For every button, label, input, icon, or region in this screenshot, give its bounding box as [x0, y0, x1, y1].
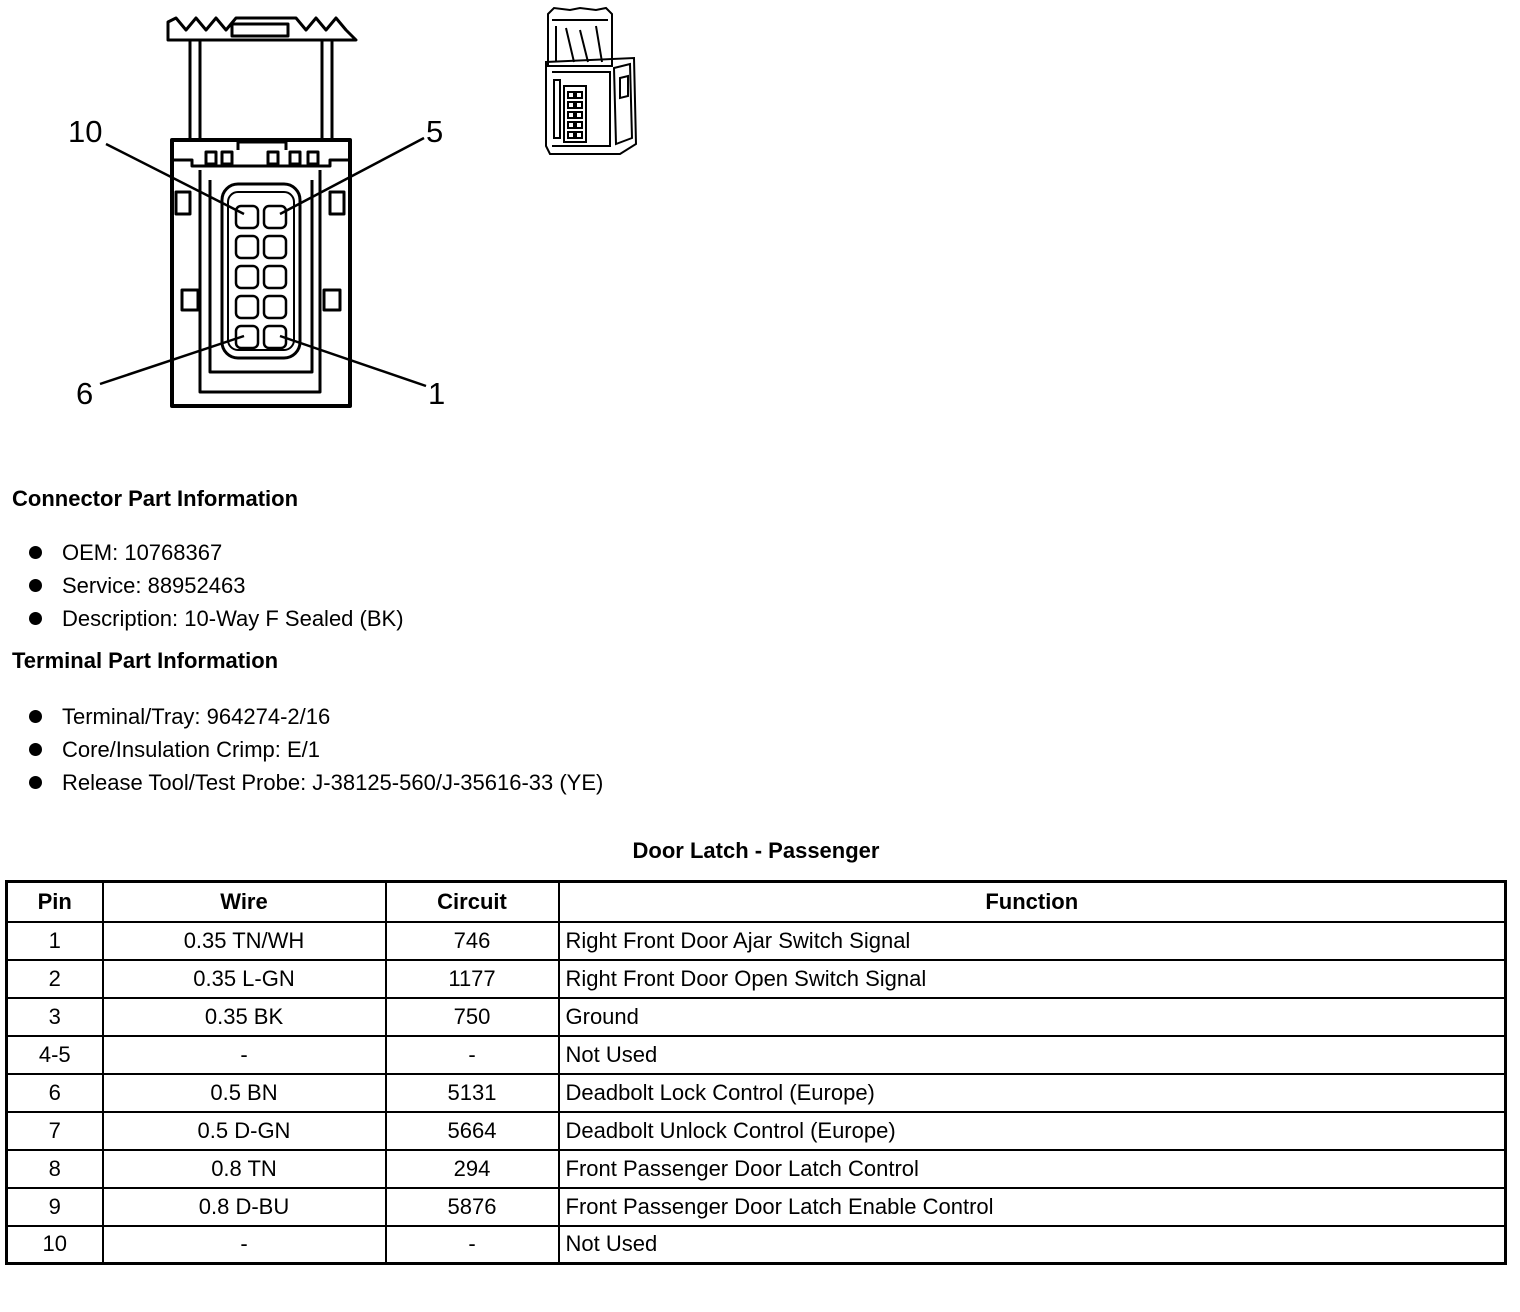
- cell-circuit: 5131: [386, 1074, 559, 1112]
- cell-pin: 4-5: [7, 1036, 103, 1074]
- column-header-wire: Wire: [103, 882, 386, 922]
- cell-pin: 3: [7, 998, 103, 1036]
- pin-table: [5, 880, 1507, 1265]
- bullet-icon: [29, 579, 42, 592]
- list-item: Description: 10-Way F Sealed (BK): [28, 602, 404, 635]
- bullet-icon: [29, 743, 42, 756]
- pin-label-5: 5: [426, 114, 444, 149]
- list-item: Release Tool/Test Probe: J-38125-560/J-35616-33 (YE): [28, 766, 603, 799]
- cell-circuit: 294: [386, 1150, 559, 1188]
- cell-circuit: 5876: [386, 1188, 559, 1226]
- cell-wire: 0.8 TN: [103, 1150, 386, 1188]
- bullet-icon: [29, 776, 42, 789]
- cell-function: Deadbolt Lock Control (Europe): [559, 1074, 1506, 1112]
- bullet-icon: [29, 546, 42, 559]
- table-row: [7, 1036, 1506, 1074]
- list-item: Service: 88952463: [28, 569, 404, 602]
- cell-pin: 8: [7, 1150, 103, 1188]
- connector-part-title: Connector Part Information: [12, 486, 299, 511]
- cell-circuit: 1177: [386, 960, 559, 998]
- pin-label-6: 6: [76, 376, 94, 411]
- cell-circuit: 750: [386, 998, 559, 1036]
- table-row: [7, 1188, 1506, 1226]
- pin-label-1: 1: [428, 376, 446, 411]
- table-row: [7, 1074, 1506, 1112]
- table-title: Door Latch - Passenger: [632, 838, 880, 863]
- cell-circuit: 5664: [386, 1112, 559, 1150]
- cell-wire: 0.35 L-GN: [103, 960, 386, 998]
- cell-wire: 0.35 BK: [103, 998, 386, 1036]
- table-row: [7, 922, 1506, 960]
- cell-pin: 1: [7, 922, 103, 960]
- connector-part-list: [28, 536, 404, 635]
- bullet-icon: [29, 612, 42, 625]
- bullet-icon: [29, 710, 42, 723]
- cell-pin: 9: [7, 1188, 103, 1226]
- cell-function: Right Front Door Ajar Switch Signal: [559, 922, 1506, 960]
- column-header-pin: Pin: [7, 882, 103, 922]
- cell-function: Front Passenger Door Latch Control: [559, 1150, 1506, 1188]
- cell-function: Ground: [559, 998, 1506, 1036]
- table-row: [7, 1150, 1506, 1188]
- cell-function: Not Used: [559, 1036, 1506, 1074]
- terminal-part-title: Terminal Part Information: [12, 648, 279, 673]
- connector-face-diagram: [0, 0, 480, 420]
- table-row: [7, 998, 1506, 1036]
- cell-pin: 2: [7, 960, 103, 998]
- cell-wire: 0.5 BN: [103, 1074, 386, 1112]
- terminal-cavities: [236, 206, 286, 348]
- cell-pin: 10: [7, 1226, 103, 1264]
- connector-side-view-illustration: [540, 6, 640, 158]
- cell-function: Not Used: [559, 1226, 1506, 1264]
- cell-pin: 7: [7, 1112, 103, 1150]
- cell-pin: 6: [7, 1074, 103, 1112]
- pin-label-10: 10: [68, 114, 103, 149]
- cell-wire: 0.5 D-GN: [103, 1112, 386, 1150]
- column-header-function: Function: [559, 882, 1506, 922]
- cell-wire: 0.8 D-BU: [103, 1188, 386, 1226]
- cell-wire: -: [103, 1226, 386, 1264]
- cell-function: Right Front Door Open Switch Signal: [559, 960, 1506, 998]
- table-row: [7, 1226, 1506, 1264]
- table-row: [7, 960, 1506, 998]
- table-header-row: [7, 882, 1506, 922]
- cell-wire: 0.35 TN/WH: [103, 922, 386, 960]
- cell-wire: -: [103, 1036, 386, 1074]
- table-row: [7, 1112, 1506, 1150]
- list-item: Terminal/Tray: 964274-2/16: [28, 700, 603, 733]
- list-item: Core/Insulation Crimp: E/1: [28, 733, 603, 766]
- cell-function: Deadbolt Unlock Control (Europe): [559, 1112, 1506, 1150]
- cell-circuit: -: [386, 1036, 559, 1074]
- list-item: OEM: 10768367: [28, 536, 404, 569]
- terminal-part-list: [28, 700, 603, 799]
- cell-circuit: -: [386, 1226, 559, 1264]
- cell-circuit: 746: [386, 922, 559, 960]
- column-header-circuit: Circuit: [386, 882, 559, 922]
- leader-pin-1: [280, 336, 426, 386]
- cell-function: Front Passenger Door Latch Enable Control: [559, 1188, 1506, 1226]
